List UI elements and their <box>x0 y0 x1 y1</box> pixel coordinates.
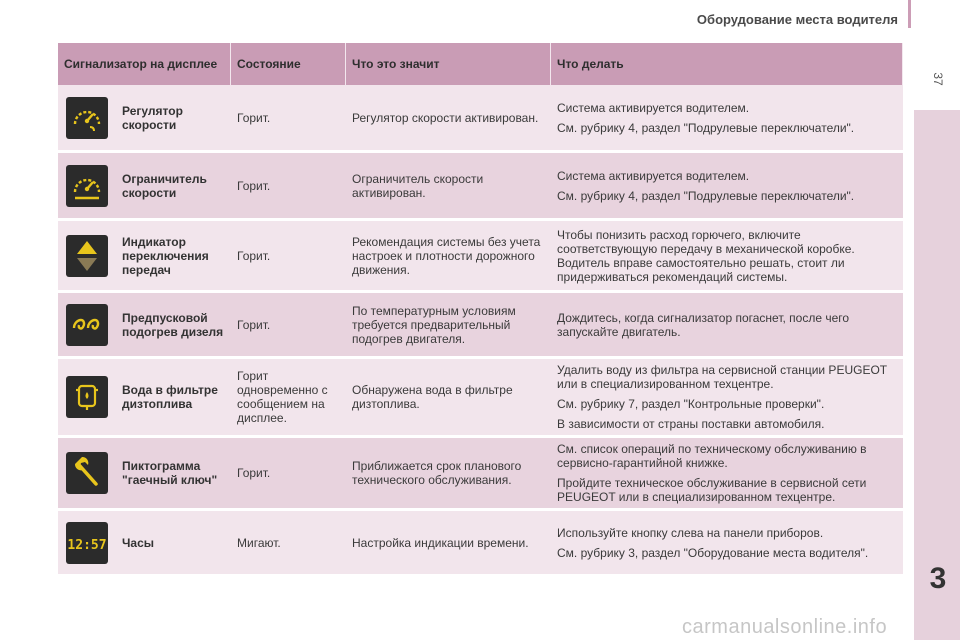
table-row <box>58 85 903 153</box>
warning-lights-table <box>58 43 903 577</box>
table-row <box>58 438 903 511</box>
icon-cell <box>58 511 116 577</box>
clock-digits: 12:57 <box>67 537 107 553</box>
indicator-name: Предпусковой подогрев дизеля <box>116 293 231 359</box>
indicator-name: Часы <box>116 511 231 577</box>
icon-cell <box>58 293 116 359</box>
indicator-meaning: По температурным условиям требуется предварительный подогрев двигателя. <box>346 293 551 359</box>
indicator-state: Горит. <box>231 221 346 293</box>
table-header-row <box>58 43 903 85</box>
table-row <box>58 153 903 221</box>
icon-cell <box>58 359 116 438</box>
icon-cell <box>58 221 116 293</box>
indicator-state: Горит. <box>231 153 346 221</box>
gear-shift-indicator-icon <box>66 235 108 277</box>
action-line: В зависимости от страны поставки автомобиля. <box>557 417 825 431</box>
action-line: См. рубрику 7, раздел "Контрольные проверки". <box>557 397 825 411</box>
indicator-name: Ограничитель скорости <box>116 153 231 221</box>
indicator-name: Индикатор переключения передач <box>116 221 231 293</box>
indicator-meaning: Рекомендация системы без учета настроек и плотности дорожного движения. <box>346 221 551 293</box>
indicator-meaning: Приближается срок планового технического обслуживания. <box>346 438 551 511</box>
table-row <box>58 359 903 438</box>
indicator-action <box>551 438 903 511</box>
water-in-fuel-icon <box>66 376 108 418</box>
watermark: carmanualsonline.info <box>682 616 888 638</box>
table-row <box>58 511 903 577</box>
chapter-number: 3 <box>929 562 947 595</box>
clock-display-icon <box>66 522 108 564</box>
chapter-side-band <box>914 110 960 640</box>
action-line: См. рубрику 3, раздел "Оборудование места водителя". <box>557 545 869 560</box>
indicator-action <box>551 511 903 577</box>
action-line: См. рубрику 4, раздел "Подрулевые переключатели". <box>557 188 855 203</box>
header-meaning: Что это значит <box>346 43 551 85</box>
indicator-state: Горит. <box>231 293 346 359</box>
indicator-action <box>551 221 903 293</box>
indicator-action <box>551 293 903 359</box>
icon-cell <box>58 438 116 511</box>
action-line: См. рубрику 4, раздел "Подрулевые переключатели". <box>557 120 855 135</box>
action-line: Дождитесь, когда сигнализатор погаснет, после чего запускайте двигатель. <box>557 310 850 339</box>
indicator-meaning: Регулятор скорости активирован. <box>346 85 551 153</box>
page-number: 37 <box>931 72 945 86</box>
indicator-meaning: Ограничитель скорости активирован. <box>346 153 551 221</box>
table-row <box>58 293 903 359</box>
action-line: Удалить воду из фильтра на сервисной станции PEUGEOT или в специализированном техцентре. <box>557 363 887 391</box>
cruise-control-icon <box>66 97 108 139</box>
action-line: Система активируется водителем. <box>557 100 750 115</box>
header-state: Состояние <box>231 43 346 85</box>
header-action: Что делать <box>551 43 903 85</box>
action-line: Пройдите техническое обслуживание в сервисной сети PEUGEOT или в специализированном техцентре. <box>557 476 867 504</box>
icon-cell <box>58 85 116 153</box>
table-row <box>58 221 903 293</box>
action-line: Используйте кнопку слева на панели приборов. <box>557 525 824 540</box>
icon-cell <box>58 153 116 221</box>
wrench-icon <box>66 452 108 494</box>
indicator-name: Пиктограмма "гаечный ключ" <box>116 438 231 511</box>
action-line: См. список операций по техническому обслуживанию в сервисно-гарантийной книжке. <box>557 442 867 470</box>
indicator-name: Регулятор скорости <box>116 85 231 153</box>
indicator-action <box>551 153 903 221</box>
indicator-meaning: Настройка индикации времени. <box>346 511 551 577</box>
speed-limiter-icon <box>66 165 108 207</box>
glow-plug-icon <box>66 304 108 346</box>
indicator-name: Вода в фильтре дизтоплива <box>116 359 231 438</box>
action-line: Система активируется водителем. <box>557 168 750 183</box>
indicator-state: Горит одновременно с сообщением на дисплее. <box>231 359 346 438</box>
indicator-meaning: Обнаружена вода в фильтре дизтоплива. <box>346 359 551 438</box>
indicator-state: Мигают. <box>231 511 346 577</box>
indicator-action <box>551 359 903 438</box>
side-accent-line <box>908 0 911 28</box>
page-header-title: Оборудование места водителя <box>696 12 898 27</box>
header-indicator: Сигнализатор на дисплее <box>58 43 231 85</box>
indicator-state: Горит. <box>231 438 346 511</box>
indicator-action <box>551 85 903 153</box>
action-line: Чтобы понизить расход горючего, включите соответствующую передачу в механической коробке. Водитель вправе самостоятельно решать, стоит ли придерживаться рекомендаций системы. <box>557 227 855 284</box>
indicator-state: Горит. <box>231 85 346 153</box>
